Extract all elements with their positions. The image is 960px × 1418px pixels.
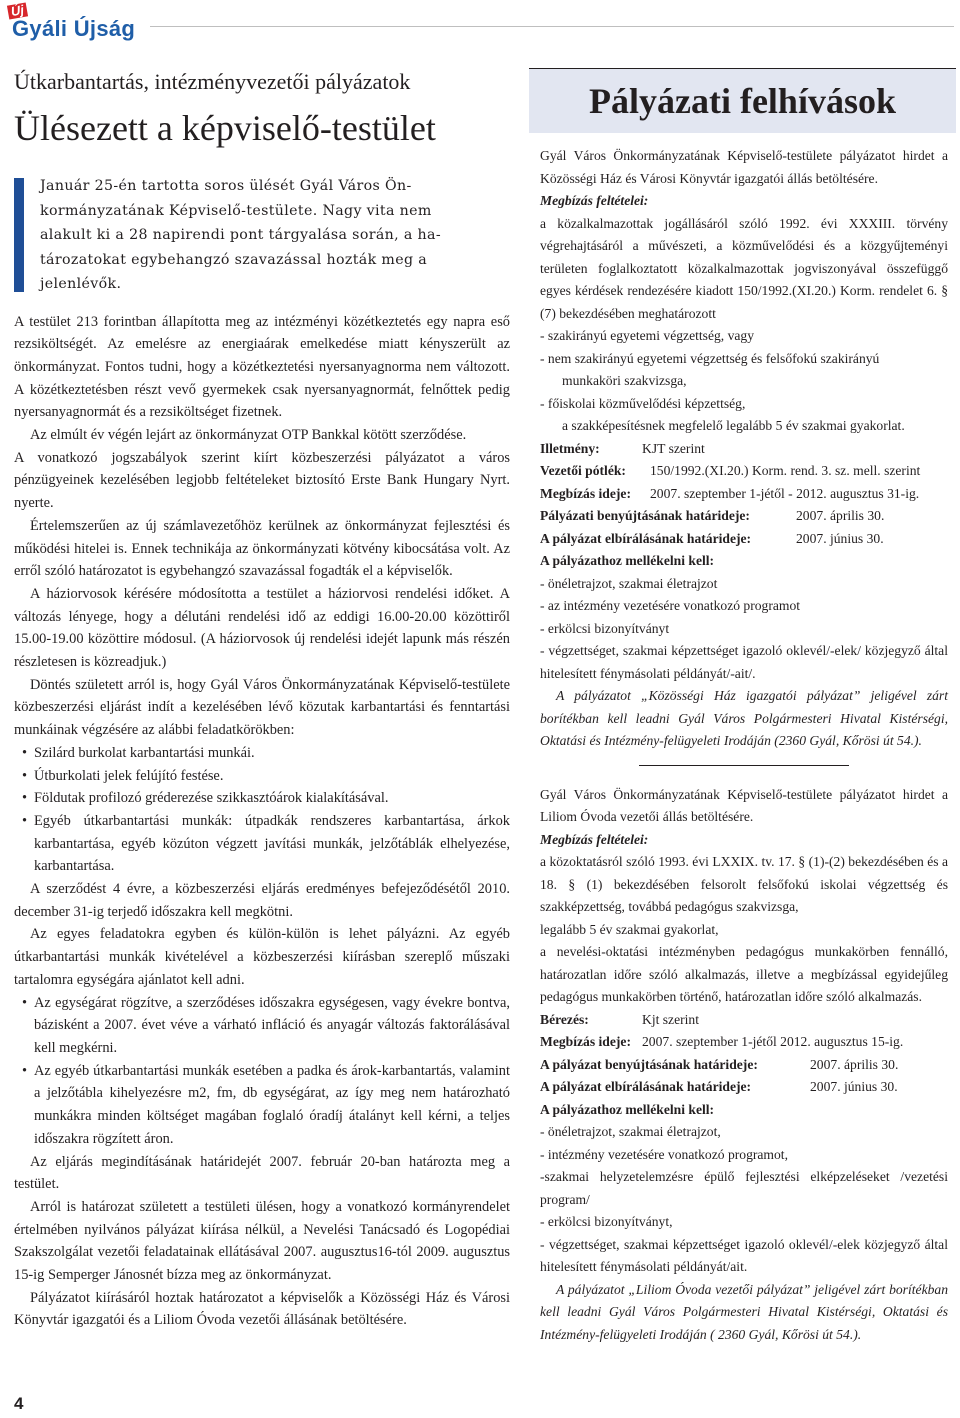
body-paragraph: Pályázatot kiírásáról hoztak határozatot a képviselők a Közösségi Ház és Városi Könyvtár igazgatói és a Liliom Óvoda vezetői állásának betöltésére. [14, 1289, 510, 1329]
lead-accent-bar [14, 178, 24, 292]
tender2-attachment: - intézmény vezetésére vonatkozó programot, [540, 1146, 788, 1162]
tender2-condition: legalább 5 év szakmai gyakorlat, [540, 921, 719, 937]
body-paragraph: Az egyes feladatokra egyben és külön-külön is lehet pályázni. Az egyéb útkarbantartási munkák kivételével a közbeszerzési kiírásban szereplő műszaki tartalomra egységára ajánlatot kell adni. [14, 926, 510, 988]
callout-divider [639, 765, 849, 766]
tender1-req: munkaköri szakvizsga, [562, 373, 687, 388]
masthead-badge: Új [7, 2, 28, 19]
tender1-req: - főiskolai közművelődési képzettség, [540, 395, 746, 411]
article-headline: Ülésezett a képviselő-testület [14, 108, 436, 148]
callout-body [529, 145, 956, 1346]
tender1-attachment: - önéletrajzot, szakmai életrajzot [540, 575, 718, 591]
body-paragraph: Az eljárás megindításának határidejét 2007. február 20-ban határozta meg a testület. [14, 1153, 510, 1193]
tender1-attachment: - erkölcsi bizonyítványt [540, 620, 670, 636]
tender2-submit-deadline: A pályázat benyújtásának határideje: 2007. április 30. [540, 1056, 899, 1072]
tender1-closing: A pályázatot „Közösségi Ház igazgatói pályázat” jeligével zárt borítékban kell leadni Gyál Város Polgármesteri Hivatal Kistérségi, Oktatási és Intézmény-felügyeleti Irodáján (2360 Gyál, Kőrösi út 54.). [540, 688, 948, 748]
bullet-item: • Az egyéb útkarbantartási munkák esetében a padka és árok-karbantartás, valamint a jelzőtábla kihelyezésre m2, fm, db egységárat, az így meg nem határozható munkákra minden költséget magában foglaló óradíj átalányt kell kérni, a teljes időszakra rögzített áron. [14, 1060, 510, 1151]
article [14, 68, 510, 1332]
tender1-req: - nem szakirányú egyetemi végzettség és felsőfokú szakirányú [540, 350, 880, 366]
bullet-list [14, 742, 510, 878]
body-paragraph: A vonatkozó jogszabályok szerint kiírt közbeszerzési pályázatot a város pénzügyeinek kezelésében legjobb feltételeket biztosító Erste Bank Hungary Nyrt. nyerte. [14, 449, 510, 512]
tender1-conditions-label: Megbízás feltételei: [540, 193, 649, 208]
body-paragraph: A szerződést 4 évre, a közbeszerzési eljárás eredményes befejeződésétől 2010. december 31-ig terjedő időszakra kell megkötni. [14, 881, 510, 920]
tender2-conditions-label: Megbízás feltételei: [540, 831, 649, 847]
tender1-decision-deadline: A pályázat elbírálásának határideje: 2007. június 30. [540, 530, 884, 546]
tender2-attachment: - végzettséget, szakmai képzettséget igazoló oklevél/-elek közjegyző által hitelesített fénymásolati példányát/ait. [540, 1236, 948, 1274]
tender1-attach-label: A pályázathoz mellékelni kell: [540, 553, 715, 568]
tender2-attachment: -szakmai helyzetelemzésre épülő fejlesztési elképzeléseket /vezetési program/ [540, 1169, 948, 1207]
tender1-term: Megbízás ideje: 2007. szeptember 1-jétől - 2012. augusztus 31-ig. [540, 485, 920, 501]
bullet-item: • Útburkolati jelek felújító festése. [14, 765, 510, 788]
tender2-condition: a nevelési-oktatási intézményben pedagógus munkakörben fennálló, határozatlan időre szóló alkalmazás, illetve a megbízással egyidejűleg pedagógus munkakörben történő, határozatlan időre szóló alkalmazás. [540, 944, 948, 1004]
tender1-attachment: - végzettséget, szakmai képzettséget igazoló oklevél/-elek/ közjegyző által hitelesített fénymásolati példányát/-ait/. [540, 643, 948, 681]
tender1-conditions: a közalkalmazottak jogállásáról szóló 1992. évi XXXIII. törvény végrehajtásáról a művészeti, a közművelődési és a közgyűjteményi területen foglalkoztatott közalkalmazottak jogviszonyával összefüggő egyes kérdések rendezésére kiadott 150/1992.(XI.20.) Korm. rendelet 6. § (7) bekezdésében meghatározott [540, 215, 948, 321]
callout-title: Pályázati felhívások [529, 69, 956, 133]
article-kicker: Útkarbantartás, intézményvezetői pályázatok [14, 69, 411, 94]
bullet-item: • Szilárd burkolat karbantartási munkái. [14, 742, 510, 765]
tender1-req: a szakképesítésnek megfelelő legalább 5 év szakmai gyakorlat. [562, 418, 905, 433]
tender2-attachment: - erkölcsi bizonyítványt, [540, 1214, 673, 1229]
article-lead [14, 174, 510, 297]
body-paragraph: Értelemszerűen az új számlavezetőhöz kerülnek az önkormányzat fejlesztési és működési hitelei is. Ennek technikája az önkormányzati kötvény kibocsátása volt. Az erről szóló határozatot is egybehangzó szavazással fogadták el a képviselők. [14, 517, 510, 580]
body-paragraph: Arról is határozat született a testületi ülésen, hogy a vonatkozó kormányrendelet értelmében nyilvános pályázat kiírása nélkül, a Nevelési Tanácsadó és Logopédiai Szakszolgálat vezetői feladatainak ellátásával 2007. augusztus16-tól 2009. augusztus 15-ig Semperger Jánosnét bízza meg az önkormányzat. [14, 1198, 510, 1284]
lead-text: Január 25-én tartotta soros ülését Gyál Város Ön- kormányzatának Képviselő-testülete. Nagy vita nem alakult ki a 28 napirendi pont tárgyalása során, a ha- tározatokat egybehangzó szavazással hozták meg a jelenlévők. [40, 178, 441, 292]
body-paragraph: A testület 213 forintban állapította meg az intézményi közétkeztetés egy napra eső rezsiköltségét. Az emelésre az energiaárak emelkedése miatt kényszerült az önkormányzat. Fontos tudni, hogy a közétkeztetési nyersanyagnorma nem változott. A közétkeztetésben részt vevő gyermekek csak nyersanyagnormát, felnőttek pedig nyersanyagnormát és a rezsiköltséget fizetnek. [14, 313, 510, 421]
tender2-intro: Gyál Város Önkormányzatának Képviselő-testülete pályázatot hirdet a Liliom Óvoda vezetői állás betöltésére. [540, 786, 948, 824]
body-paragraph: A háziorvosok kérésére módosította a testület a háziorvosi rendelési időket. A változás lényege, hogy a délutáni rendelési idő az eddigi 16.00-20.00 közöttiről 15.00-19.00 közöttire módosul. (A háziorvosok új rendelési idejét lapunk más részén részletesen is közreadjuk.) [14, 585, 510, 671]
tender2-term: Megbízás ideje: 2007. szeptember 1-jétől 2012. augusztus 15-ig. [540, 1034, 904, 1049]
tender-callout [529, 68, 956, 1346]
bullet-item: • Földutak profilozó gréderezése szikkasztóárok kialakításával. [14, 787, 510, 810]
article-body [14, 311, 510, 1333]
tender2-closing: A pályázatot „Liliom Óvoda vezetői pályázat” jeligével zárt borítékban kell leadni Gyál Város Polgármesteri Hivatal Kistérségi, Oktatási és Intézmény-felügyeleti Irodáján ( 2360 Gyál, Kőrösi út 54.). [540, 1281, 948, 1342]
bullet-list [14, 992, 510, 1151]
bullet-item: • Az egységárat rögzítve, a szerződéses időszakra egységesen, vagy évekre bontva, bázisként a 2007. évet véve a várható infláció és anyagár változás faktorálásával kell megkérni. [14, 992, 510, 1060]
masthead-rule [150, 26, 954, 27]
masthead-title: Gyáli Újság [12, 16, 136, 41]
tender2-salary: Bérezés: Kjt szerint [540, 1011, 700, 1027]
masthead [8, 1, 158, 44]
tender2-attach-label: A pályázathoz mellékelni kell: [540, 1101, 715, 1117]
body-paragraph: Az elmúlt év végén lejárt az önkormányzat OTP Bankkal kötött szerződése. [30, 427, 467, 444]
page-number: 4 [14, 1394, 24, 1413]
tender2-attachment: - önéletrajzot, szakmai életrajzot, [540, 1124, 721, 1139]
tender1-submit-deadline: Pályázati benyújtásának határideje: 2007. április 30. [540, 508, 885, 523]
tender1-bonus: Vezetői pótlék: 150/1992.(XI.20.) Korm. rend. 3. sz. mell. szerint [540, 463, 921, 478]
tender2-decision-deadline: A pályázat elbírálásának határideje: 2007. június 30. [540, 1079, 898, 1094]
tender1-salary: Illetmény: KJT szerint [540, 440, 705, 456]
tender1-attachment: - az intézmény vezetésére vonatkozó programot [540, 598, 801, 613]
body-paragraph: Döntés született arról is, hogy Gyál Város Önkormányzatának Képviselő-testülete közbeszerzési eljárást indít a kezelésében lévő közutak karbantartási és fenntartási munkáinak végzésére az alábbi feladatkörökben: [14, 676, 510, 739]
tender1-req: - szakirányú egyetemi végzettség, vagy [540, 328, 755, 343]
tender2-condition: a közoktatásról szóló 1993. évi LXXIX. tv. 17. § (1)-(2) bekezdésében és a 18. § (1) bekezdésében felsorolt felsőfokú iskolai végzettség és szakképzettség, továbbá pedagógus szakvizsga, [540, 854, 948, 914]
bullet-item: • Egyéb útkarbantartási munkák: útpadkák rendszeres karbantartása, árkok karbantartása, egyéb közúton végzett javítási munkák, jelzőtáblák elhelyezése, karbantartása. [14, 810, 510, 878]
tender1-intro: Gyál Város Önkormányzatának Képviselő-testülete pályázatot hirdet a Közösségi Ház és Városi Könyvtár igazgatói állás betöltésére. [540, 148, 948, 186]
